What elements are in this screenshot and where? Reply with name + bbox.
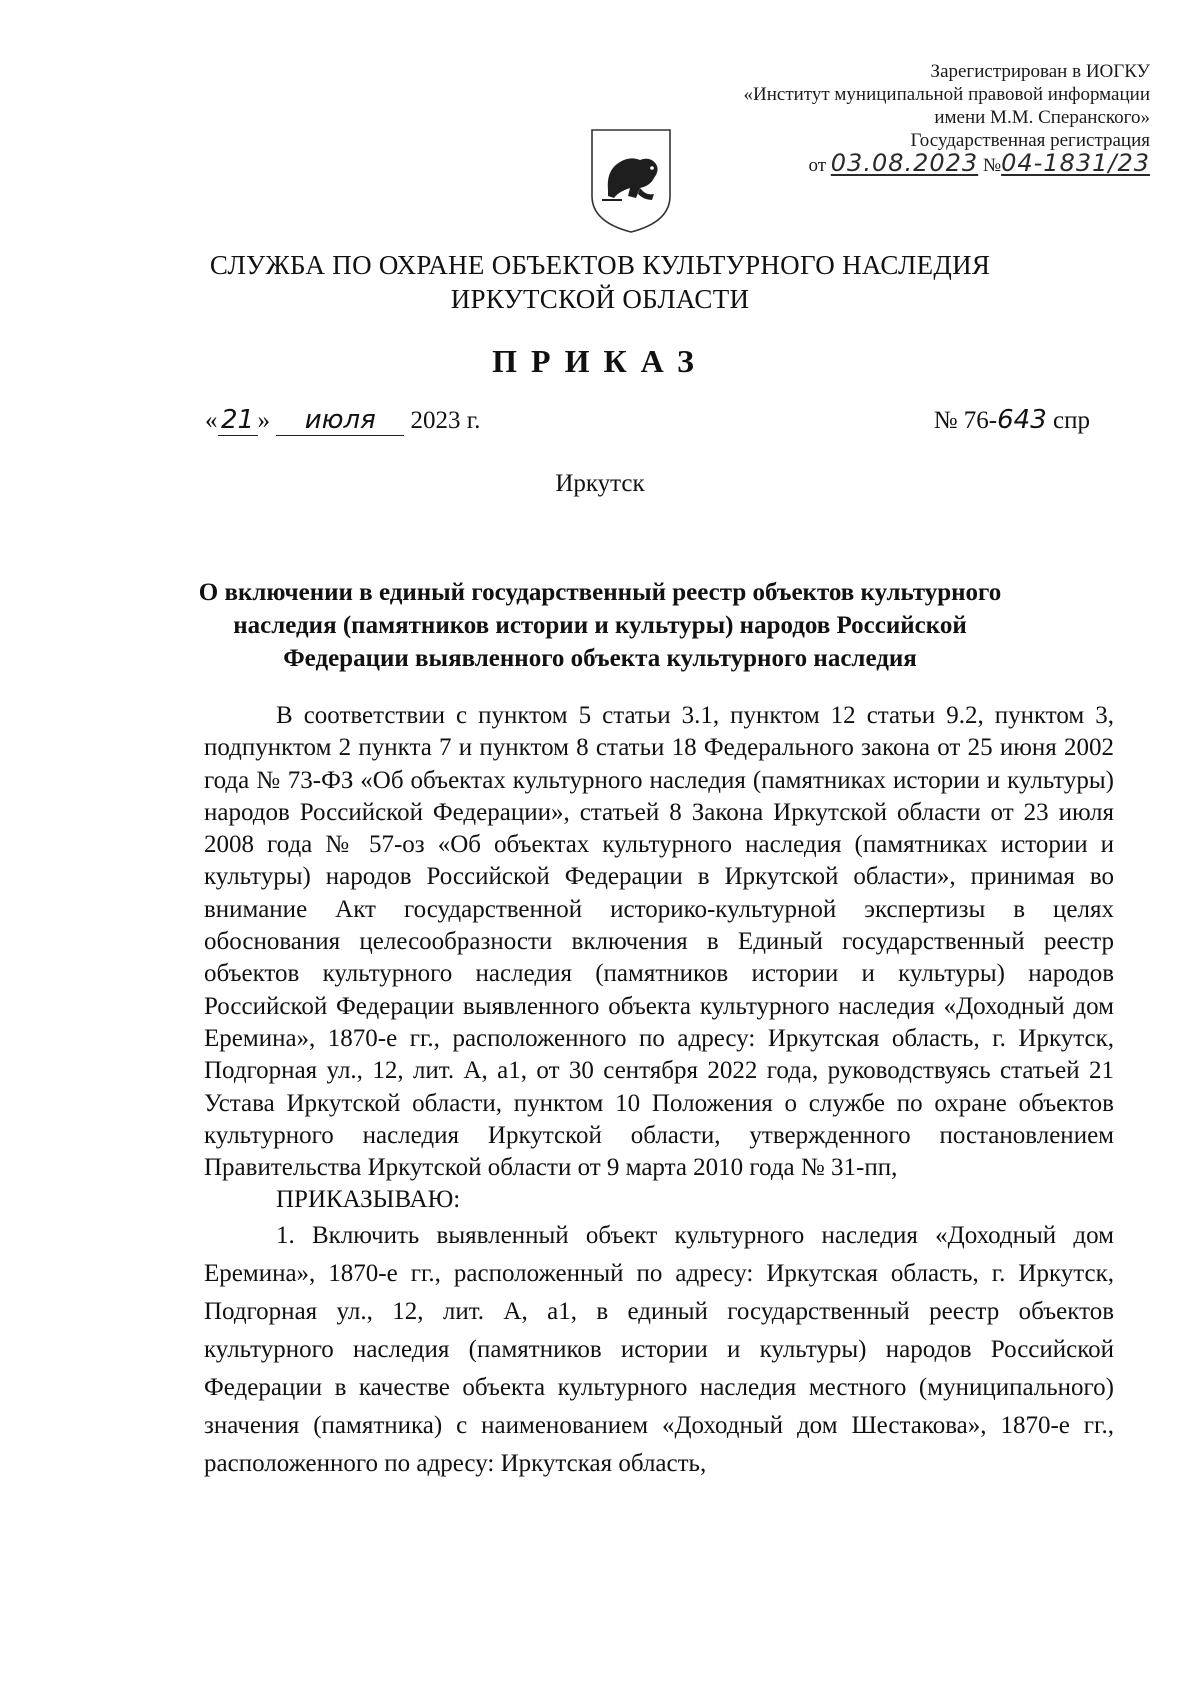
subject-line-1: О включении в единый государственный реестр объектов культурного <box>198 579 1002 606</box>
registration-date: 03.08.2023 <box>830 149 979 177</box>
registration-line-5 <box>590 149 1150 177</box>
order-number-handwritten: 643 <box>997 405 1047 435</box>
city: Иркутск <box>555 470 645 497</box>
order-word: ПРИКАЗЫВАЮ: <box>276 1186 461 1214</box>
agency-name <box>0 248 1200 316</box>
order-number <box>934 405 1090 435</box>
subject-line-2: наследия (памятников истории и культуры) народов Российской <box>233 612 967 639</box>
irkutsk-coat-of-arms-icon <box>588 126 674 236</box>
registration-from-label: от <box>808 155 827 176</box>
date-year: 2023 г. <box>410 407 481 434</box>
agency-line-2: ИРКУТСКОЙ ОБЛАСТИ <box>450 284 750 314</box>
order-item-1: 1. Включить выявленный объект культурного наследия «Доходный дом Еремина», 1870-е гг., расположенный по адресу: Иркутская область, г. Иркутск, Подгорная ул., 12, лит. А, а1, в единый государственный реестр объектов культурного наследия (памятников истории и культуры) народов Российской Федерации в качестве объекта культурного наследия местного (муниципального) значения (памятника) с наименованием «Доходный дом Шестакова», 1870-е гг., расположенного по адресу: Иркутская область, <box>204 1221 1114 1477</box>
order-body <box>204 700 1114 1483</box>
registration-line-3: имени М.М. Сперанского» <box>934 107 1150 128</box>
date-open-quote: « <box>205 407 218 434</box>
order-number-suffix: спр <box>1046 407 1090 434</box>
order-number-prefix: № 76- <box>933 407 998 434</box>
registration-number-label: № <box>982 155 1002 176</box>
registration-line-4: Государственная регистрация <box>910 130 1150 151</box>
registration-line-2: «Институт муниципальной правовой информации <box>743 84 1150 105</box>
preamble-paragraph: В соответствии с пунктом 5 статьи 3.1, пунктом 12 статьи 9.2, пунктом 3, подпунктом 2 пункта 7 и пунктом 8 статьи 18 Федерального закона от 25 июня 2002 года № 73-ФЗ «Об объектах культурного наследия (памятниках истории и культуры) народов Российской Федерации», статьей 8 Закона Иркутской области от 23 июля 2008 года № 57-оз «Об объектах культурного наследия (памятниках истории и культуры) народов Российской Федерации в Иркутской области», принимая во внимание Акт государственной историко-культурной экспертизы в целях обоснования целесообразности включения в Единый государственный реестр объектов культурного наследия (памятников истории и культуры) народов Российской Федерации выявленного объекта культурного наследия «Доходный дом Еремина», 1870-е гг., расположенного по адресу: Иркутская область, г. Иркутск, Подгорная ул., 12, лит. А, а1, от 30 сентября 2022 года, руководствуясь статьей 21 Устава Иркутской области, пунктом 10 Положения о службе по охране объектов культурного наследия Иркутской области, утвержденного постановлением Правительства Иркутской области от 9 марта 2010 года № 31-пп, <box>204 702 1114 1182</box>
document-title: ПРИКАЗ <box>492 343 708 379</box>
subject-line-3: Федерации выявленного объекта культурного наследия <box>283 645 917 672</box>
order-subject <box>190 576 1010 675</box>
registration-line-1: Зарегистрирован в ИОГКУ <box>930 61 1150 82</box>
order-date <box>205 405 480 436</box>
date-day: 21 <box>218 405 258 436</box>
registration-number: 04-1831/23 <box>1001 149 1150 177</box>
agency-line-1: СЛУЖБА ПО ОХРАНЕ ОБЪЕКТОВ КУЛЬТУРНОГО НАСЛЕДИЯ <box>209 250 991 280</box>
date-month: июля <box>276 405 404 436</box>
date-close-quote: » <box>257 407 270 434</box>
registration-stamp <box>590 60 1150 177</box>
